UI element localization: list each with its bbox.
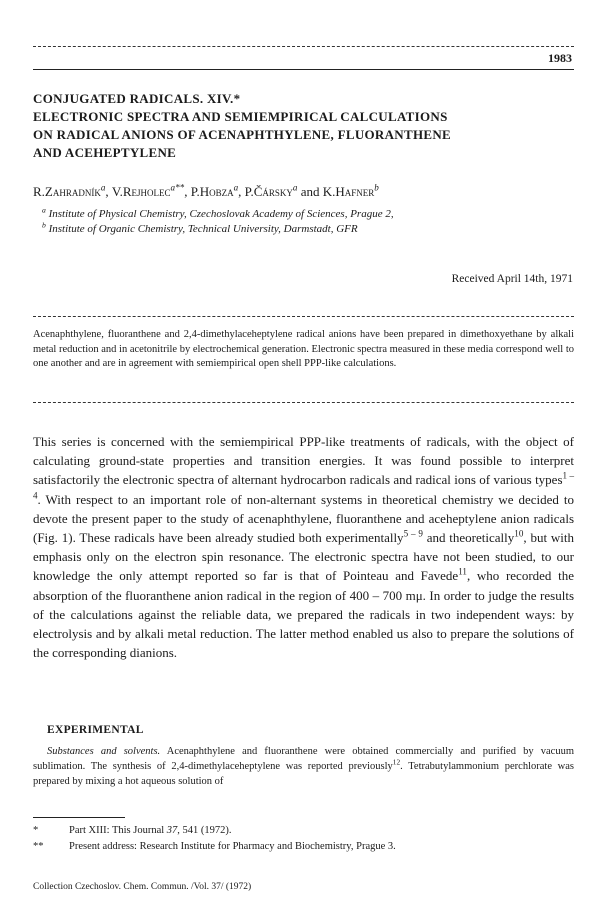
footnote-1-text-a: Part XIII: This Journal [69, 825, 167, 836]
intro-part-3: and theoretically [422, 530, 515, 546]
title-line-4: AND ACEHEPTYLENE [33, 145, 177, 160]
top-rule [33, 46, 574, 47]
author-list: R.Zahradník$^a$, V.Rejholec$^{a**}$, P.Hobza$^a$, P.Čársky$^a$ and K.Hafner$^b$ [33, 182, 379, 199]
author-1-affiliation: a [100, 182, 106, 193]
intro-part-5: , who recorded the absorption of the fluoranthene anion radical in the region of 400 – 700 mμ. In order to judge the results of the calculations against the reliable data, we prepared the radicals in two independent ways: by electrolysis and by alkali metal reduction. The latter method enabled us also to prepare the solutions of the corresponding dianions. [33, 568, 574, 661]
intro-part-1: This series is concerned with the semiempirical PPP-like treatments of radicals, with the object of calculating ground-state properties and transition energies. It was found possible to interpret satisfactorily the electronic spectra of alternant hydrocarbon radicals and radical ions of various types [33, 434, 574, 488]
footnote-2 [33, 841, 574, 852]
journal-footer: Collection Czechoslov. Chem. Commun. /Vol. 37/ (1972) [33, 882, 252, 892]
author-4-affiliation: a [292, 182, 298, 193]
affiliation-b [42, 222, 582, 236]
author-5-affiliation: b [374, 182, 379, 193]
affiliation-a-mark: a [42, 205, 46, 215]
experimental-text [33, 744, 574, 789]
author-1: R.Zahradník [33, 184, 101, 199]
footnote-1 [33, 825, 574, 836]
title-line-2: ELECTRONIC SPECTRA AND SEMIEMPIRICAL CALCULATIONS [33, 109, 448, 124]
affiliation-b-mark: b [42, 220, 46, 230]
footnote-1-text-b: , 541 (1972). [177, 825, 232, 836]
ref-5-9: 5 – 9 [403, 528, 423, 539]
footnote-1-volume: 37 [166, 825, 178, 836]
title-series-line: CONJUGATED RADICALS. XIV.* [33, 91, 241, 106]
author-3-affiliation: a [233, 182, 239, 193]
affiliation-a [42, 207, 582, 221]
intro-part-4: , but with emphasis only on the electron spin resonance. The electronic spectra have not been studied, to our knowledge the only attempt reported so far is that of Pointeau and Favede [33, 530, 574, 584]
experimental-heading: EXPERIMENTAL [47, 724, 144, 736]
experimental-lead: Substances and solvents. [47, 746, 161, 757]
article-title [33, 90, 573, 162]
ref-1-4: 1 – 4 [33, 471, 574, 501]
introduction-text [33, 432, 574, 662]
footnote-1-mark: * [33, 825, 39, 836]
author-and: and [300, 184, 320, 199]
title-line-3: ON RADICAL ANIONS OF ACENAPHTHYLENE, FLUORANTHENE [33, 127, 451, 142]
ref-11: 11 [458, 567, 467, 578]
footnote-2-text: Present address: Research Institute for Pharmacy and Biochemistry, Prague 3. [69, 841, 396, 852]
abstract-bottom-rule [33, 402, 574, 403]
author-5: K.Hafner [322, 184, 375, 199]
received-date: Received April 14th, 1971 [451, 273, 573, 285]
footnote-2-mark: ** [33, 841, 44, 852]
experimental-part-2: . Tetrabutylammonium perchlorate was prepared by mixing a hot aqueous solution of [33, 761, 574, 787]
abstract: Acenaphthylene, fluoranthene and 2,4-dimethylaceheptylene radical anions have been prepared in dimethoxyethane by alkali metal reduction and in acetonitrile by electrochemical generation. Electronic spectra measured in these media correspond well to one another and are in agreement with semiempirical open shell PPP-like calculations. [33, 329, 574, 369]
affiliation-b-text: Institute of Organic Chemistry, Technical University, Darmstadt, GFR [48, 223, 358, 235]
author-4: P.Čársky [244, 184, 293, 199]
header-rule [33, 69, 574, 70]
author-2-affiliation: a** [170, 182, 185, 193]
abstract-top-rule [33, 316, 574, 317]
intro-part-2: . With respect to an important role of non-alternant systems in theoretical chemistry we decided to devote the present paper to the study of acenaphthylene, fluoranthene and aceheptylene anion radicals (Fig. 1). These radicals have been already studied both experimentally [33, 491, 574, 546]
author-2: V.Rejholec [111, 184, 171, 199]
footnote-rule [33, 817, 125, 818]
ref-12: 12 [392, 757, 401, 767]
page-number: 1983 [548, 51, 572, 65]
author-3: P.Hobza [190, 184, 234, 199]
affiliation-a-text: Institute of Physical Chemistry, Czechoslovak Academy of Sciences, Prague 2, [48, 208, 394, 220]
experimental-part-1: Acenaphthylene and fluoranthene were obtained commercially and purified by vacuum sublimation. The synthesis of 2,4-dimethylaceheptylene was reported previously [33, 746, 574, 772]
ref-10: 10 [514, 528, 524, 539]
